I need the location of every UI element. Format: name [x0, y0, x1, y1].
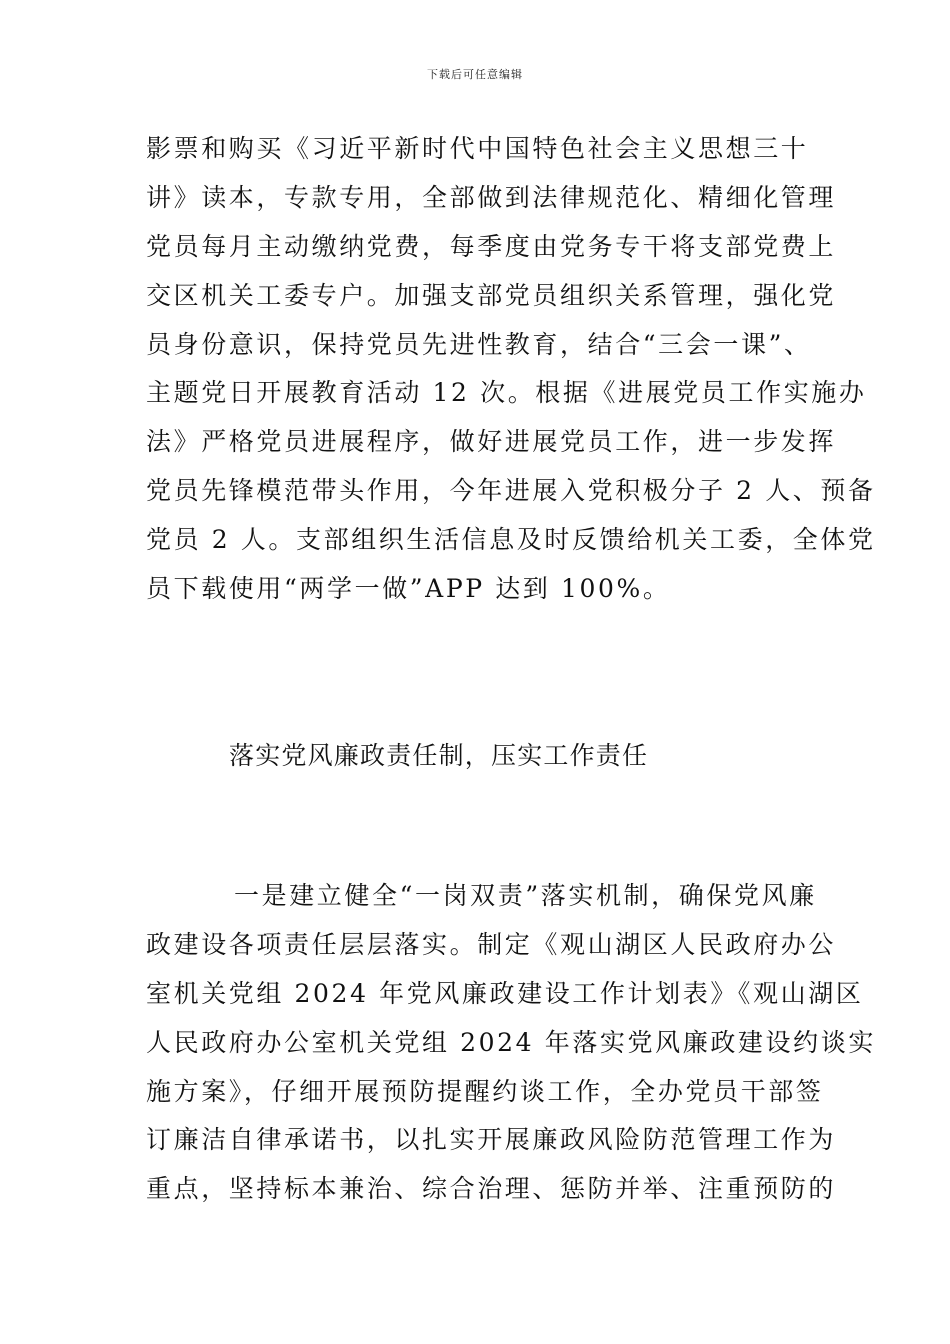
- paragraph-line: 法》严格党员进展程序，做好进展党员工作，进一步发挥: [146, 427, 837, 457]
- paragraph-line: 订廉洁自律承诺书，以扎实开展廉政风险防范管理工作为: [146, 1125, 837, 1155]
- paragraph-line: 室机关党组 2024 年党风廉政建设工作计划表》《观山湖区: [146, 978, 864, 1008]
- paragraph-line: 政建设各项责任层层落实。制定《观山湖区人民政府办公: [146, 929, 837, 959]
- paragraph-line: 重点，坚持标本兼治、综合治理、惩防并举、注重预防的: [146, 1174, 837, 1204]
- paragraph-first-line: [146, 872, 876, 921]
- paragraph-line: 施方案》，仔细开展预防提醒约谈工作，全办党员干部签: [146, 1076, 824, 1106]
- section-heading: 落实党风廉政责任制，压实工作责任: [229, 741, 649, 770]
- paragraph-line: 员下载使用“两学一做”APP 达到 100%。: [146, 574, 671, 604]
- page-header-note: 下载后可任意编辑: [427, 68, 523, 81]
- paragraph-line: 党员先锋模范带头作用，今年进展入党积极分子 2 人、预备: [146, 476, 876, 506]
- paragraph-line: 党员每月主动缴纳党费，每季度由党务专干将支部党费上: [146, 231, 837, 261]
- paragraph-line: 讲》读本，专款专用，全部做到法律规范化、精细化管理: [146, 182, 837, 212]
- paragraph-line: 人民政府办公室机关党组 2024 年落实党风廉政建设约谈实: [146, 1027, 876, 1057]
- paragraph-line: 党员 2 人。支部组织生活信息及时反馈给机关工委，全体党: [146, 525, 876, 555]
- paragraph-line: 主题党日开展教育活动 12 次。根据《进展党员工作实施办: [146, 378, 867, 408]
- paragraph-line-text: 一是建立健全“一岗双责”落实机制，确保党风廉: [234, 881, 817, 910]
- paragraph-party-management: [146, 125, 876, 614]
- paragraph-responsibility-mechanism: [146, 872, 876, 1214]
- paragraph-line: 员身份意识，保持党员先进性教育，结合“三会一课”、: [146, 329, 812, 359]
- paragraph-line: 交区机关工委专户。加强支部党员组织关系管理，强化党: [146, 280, 837, 310]
- paragraph-line: 影票和购买《习近平新时代中国特色社会主义思想三十: [146, 134, 809, 163]
